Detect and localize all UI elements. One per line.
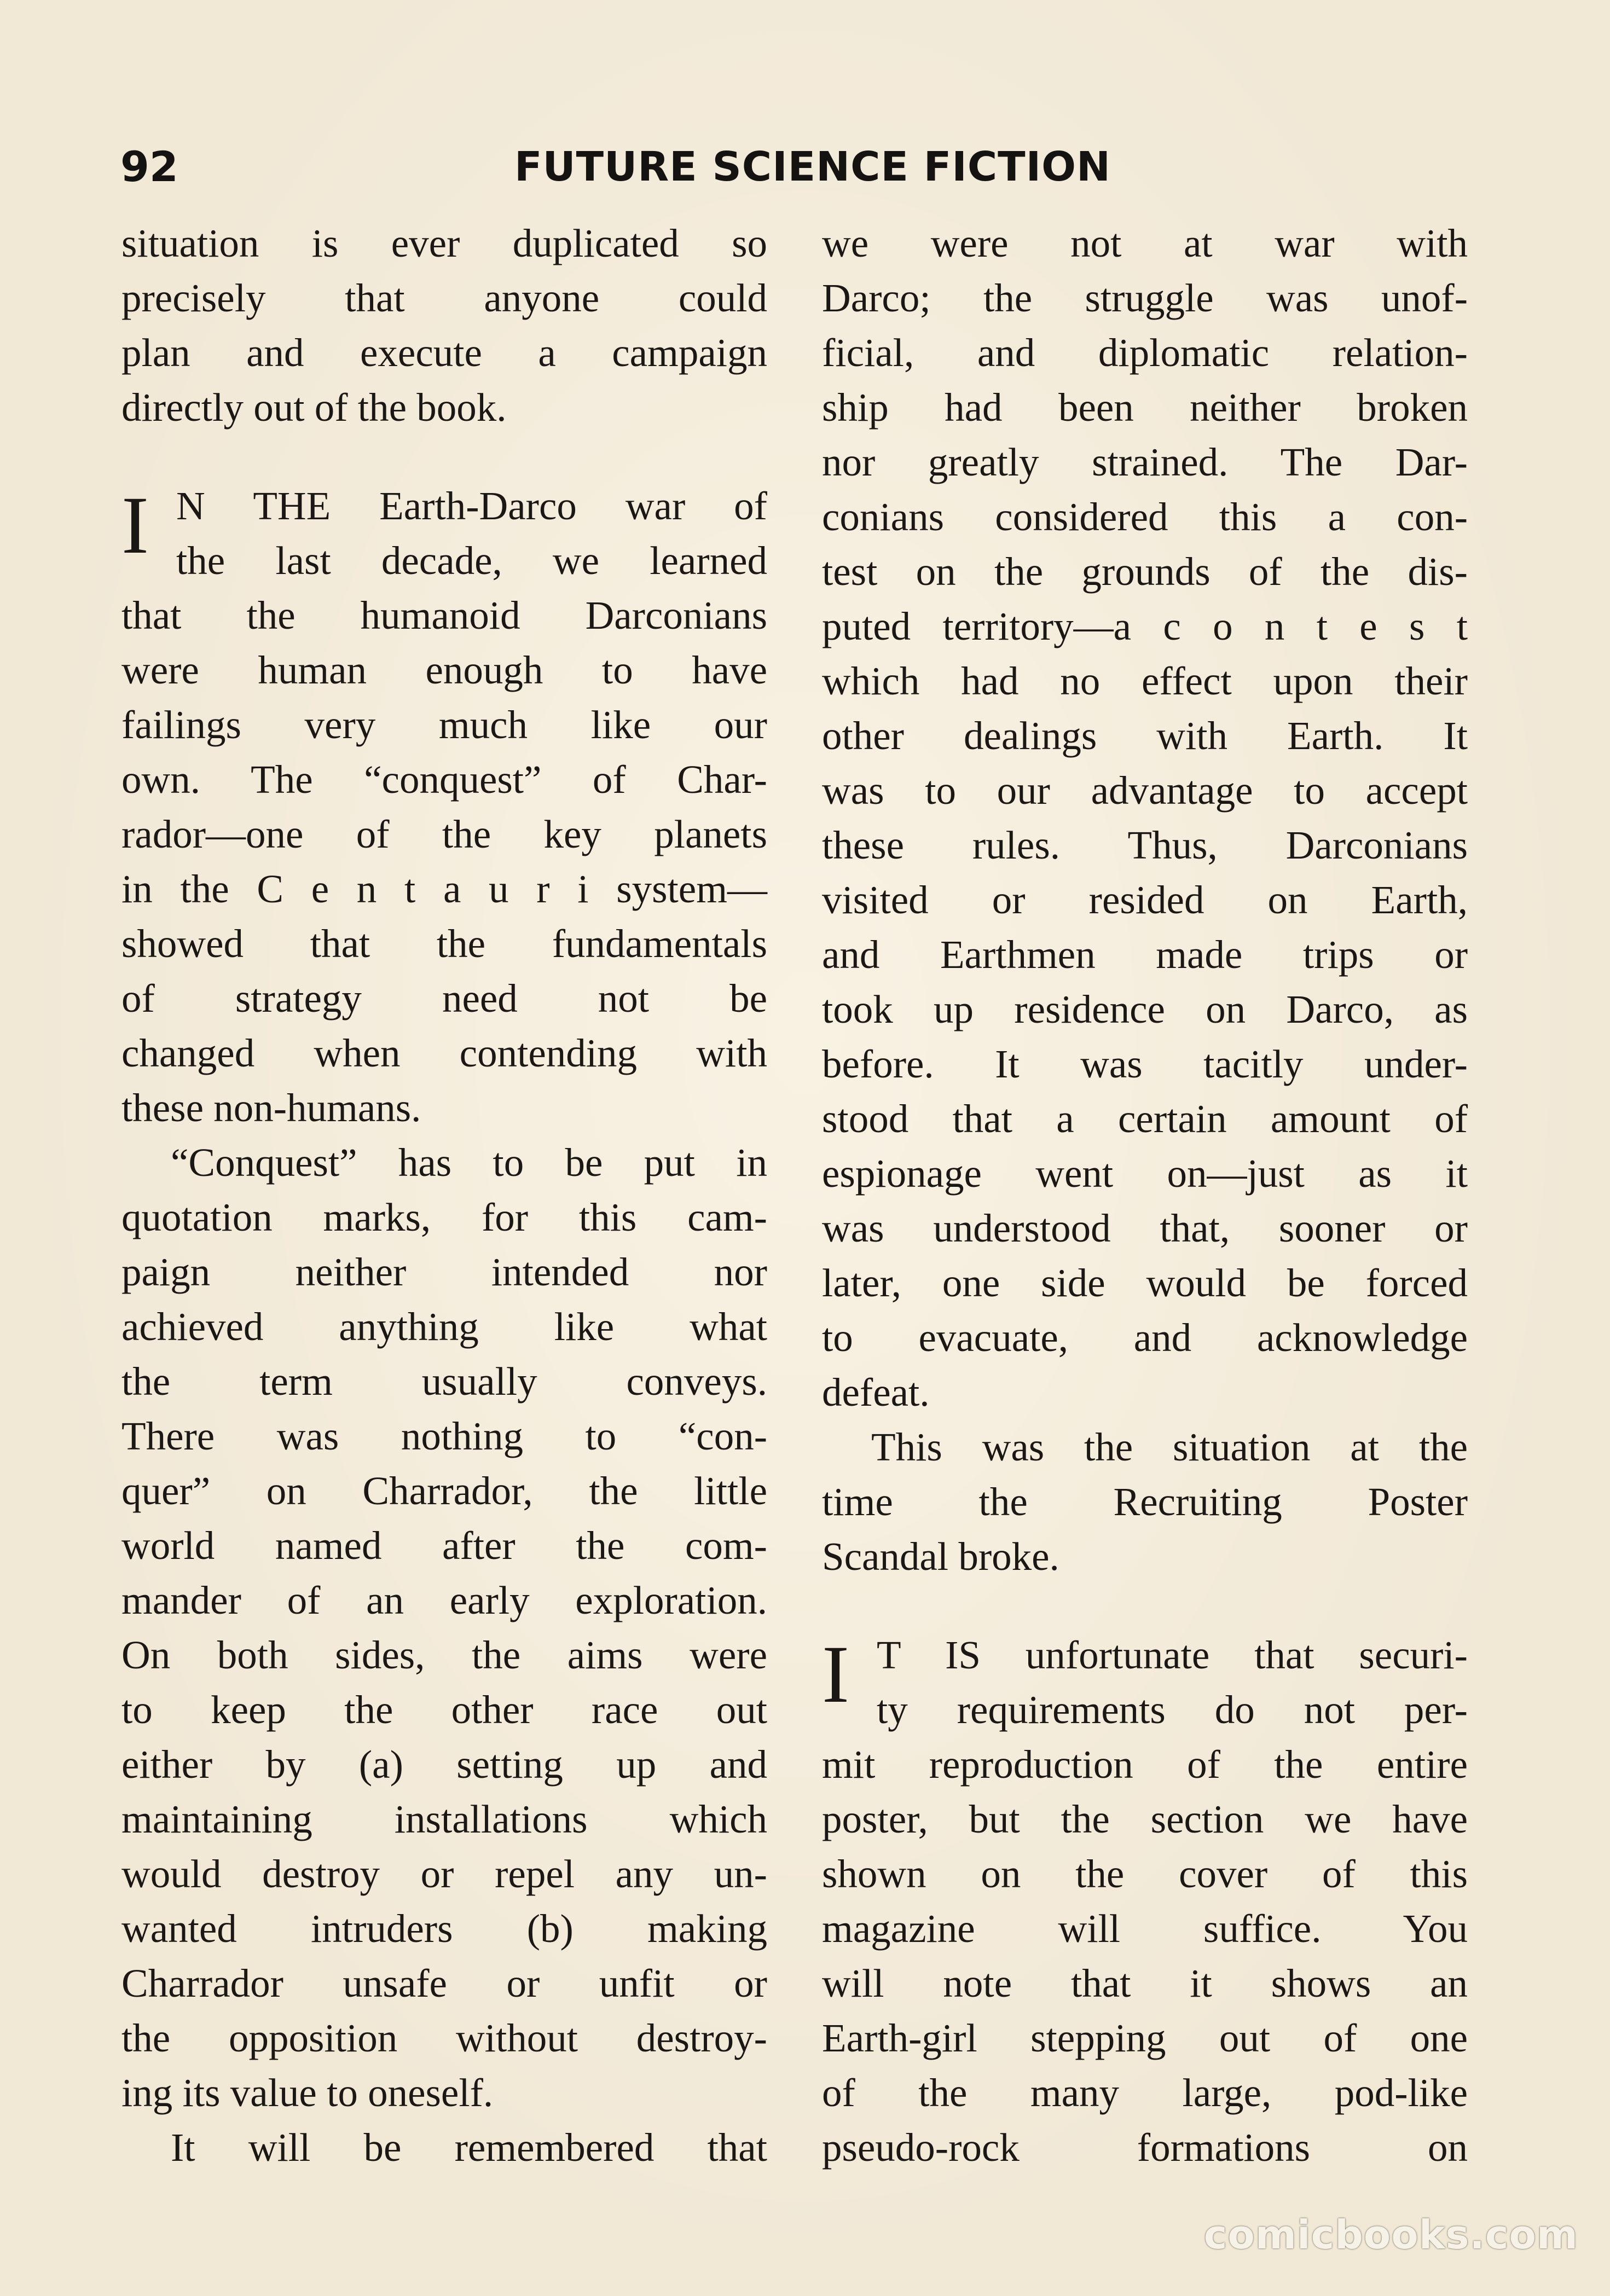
text-line: nor greatly strained. The Dar- (822, 440, 1468, 484)
text-line: the opposition without destroy- (121, 2016, 767, 2060)
text-line: precisely that anyone could (121, 276, 767, 320)
text-line: these non-humans. (121, 1086, 421, 1130)
text-line: ing its value to oneself. (121, 2071, 494, 2115)
text-line: magazine will suffice. You (822, 1906, 1468, 1951)
right-column (822, 216, 1468, 2175)
text-line: showed that the fundamentals (121, 921, 767, 966)
page-header (120, 137, 1111, 197)
section-break (822, 1584, 1468, 1628)
text-line: directly out of the book. (121, 385, 507, 430)
text-line: quer” on Charrador, the little (121, 1469, 767, 1513)
text-line: changed when contending with (121, 1031, 767, 1075)
text-line: espionage went on—just as it (822, 1151, 1468, 1196)
text-line: of the many large, pod-like (822, 2071, 1468, 2115)
text-line: It will be remembered that (171, 2125, 767, 2170)
text-line: were human enough to have (121, 648, 767, 692)
text-line: was understood that, sooner or (822, 1206, 1468, 1250)
left-column (121, 216, 767, 2175)
text-line: of strategy need not be (121, 976, 767, 1021)
running-title: FUTURE SCIENCE FICTION (514, 143, 1111, 190)
text-line: the term usually conveys. (121, 1359, 767, 1404)
text-line: either by (a) setting up and (121, 1742, 767, 1787)
text-line: world named after the com- (121, 1523, 767, 1568)
text-line: before. It was tacitly under- (822, 1042, 1468, 1086)
drop-cap: I (121, 480, 149, 571)
text-line: poster, but the section we have (822, 1797, 1468, 1841)
text-line: This was the situation at the (871, 1425, 1468, 1469)
text-line: other dealings with Earth. It (822, 714, 1468, 758)
text-line: that the humanoid Darconians (121, 593, 767, 637)
text-line: failings very much like our (121, 703, 767, 747)
text-line: would destroy or repel any un- (121, 1852, 767, 1896)
text-line: which had no effect upon their (822, 659, 1468, 703)
text-line: Charrador unsafe or unfit or (121, 1961, 767, 2005)
text-line: Scandal broke. (822, 1534, 1059, 1579)
text-line: T IS unfortunate that securi- (877, 1633, 1468, 1677)
text-line: pseudo-rock formations on (822, 2125, 1468, 2170)
text-line: to keep the other race out (121, 1688, 767, 1732)
text-line: ficial, and diplomatic relation- (822, 331, 1468, 375)
text-line: mit reproduction of the entire (822, 1742, 1468, 1787)
text-line: and Earthmen made trips or (822, 932, 1468, 977)
text-line: ty requirements do not per- (877, 1688, 1468, 1732)
text-line: will note that it shows an (822, 1961, 1468, 2005)
text-line: puted territory—a c o n t e s t (822, 604, 1468, 648)
text-line: Darco; the struggle was unof- (822, 276, 1468, 320)
text-line: plan and execute a campaign (121, 331, 767, 375)
text-line: wanted intruders (b) making (121, 1906, 767, 1951)
text-line: On both sides, the aims were (121, 1633, 767, 1677)
text-line: stood that a certain amount of (822, 1097, 1468, 1141)
text-line: later, one side would be forced (822, 1261, 1468, 1305)
text-line: situation is ever duplicated so (121, 221, 767, 265)
text-line: test on the grounds of the dis- (822, 549, 1468, 594)
text-line: paign neither intended nor (121, 1250, 767, 1294)
text-line: to evacuate, and acknowledge (822, 1315, 1468, 1360)
text-line: time the Recruiting Poster (822, 1480, 1468, 1524)
text-line: ship had been neither broken (822, 385, 1468, 430)
text-line: shown on the cover of this (822, 1852, 1468, 1896)
text-line: N THE Earth-Darco war of (176, 484, 767, 528)
page-number: 92 (120, 142, 178, 191)
text-line: quotation marks, for this cam- (121, 1195, 767, 1239)
text-line: own. The “conquest” of Char- (121, 757, 767, 802)
text-line: defeat. (822, 1370, 930, 1414)
text-line: Earth-girl stepping out of one (822, 2016, 1468, 2060)
text-line: achieved anything like what (121, 1304, 767, 1349)
watermark: comicbooks.com (1203, 2212, 1578, 2258)
text-line: in the C e n t a u r i system— (121, 867, 767, 911)
section-break (121, 435, 767, 479)
text-line: mander of an early exploration. (121, 1578, 767, 1622)
text-line: these rules. Thus, Darconians (822, 823, 1468, 867)
text-line: was to our advantage to accept (822, 768, 1468, 813)
text-line: took up residence on Darco, as (822, 987, 1468, 1031)
text-line: There was nothing to “con- (121, 1414, 767, 1458)
text-line: we were not at war with (822, 221, 1468, 265)
text-line: the last decade, we learned (176, 538, 767, 583)
text-line: visited or resided on Earth, (822, 878, 1468, 922)
drop-cap: I (822, 1629, 849, 1720)
text-line: maintaining installations which (121, 1797, 767, 1841)
text-line: “Conquest” has to be put in (171, 1140, 767, 1185)
text-line: rador—one of the key planets (121, 812, 767, 856)
text-line: conians considered this a con- (822, 495, 1468, 539)
